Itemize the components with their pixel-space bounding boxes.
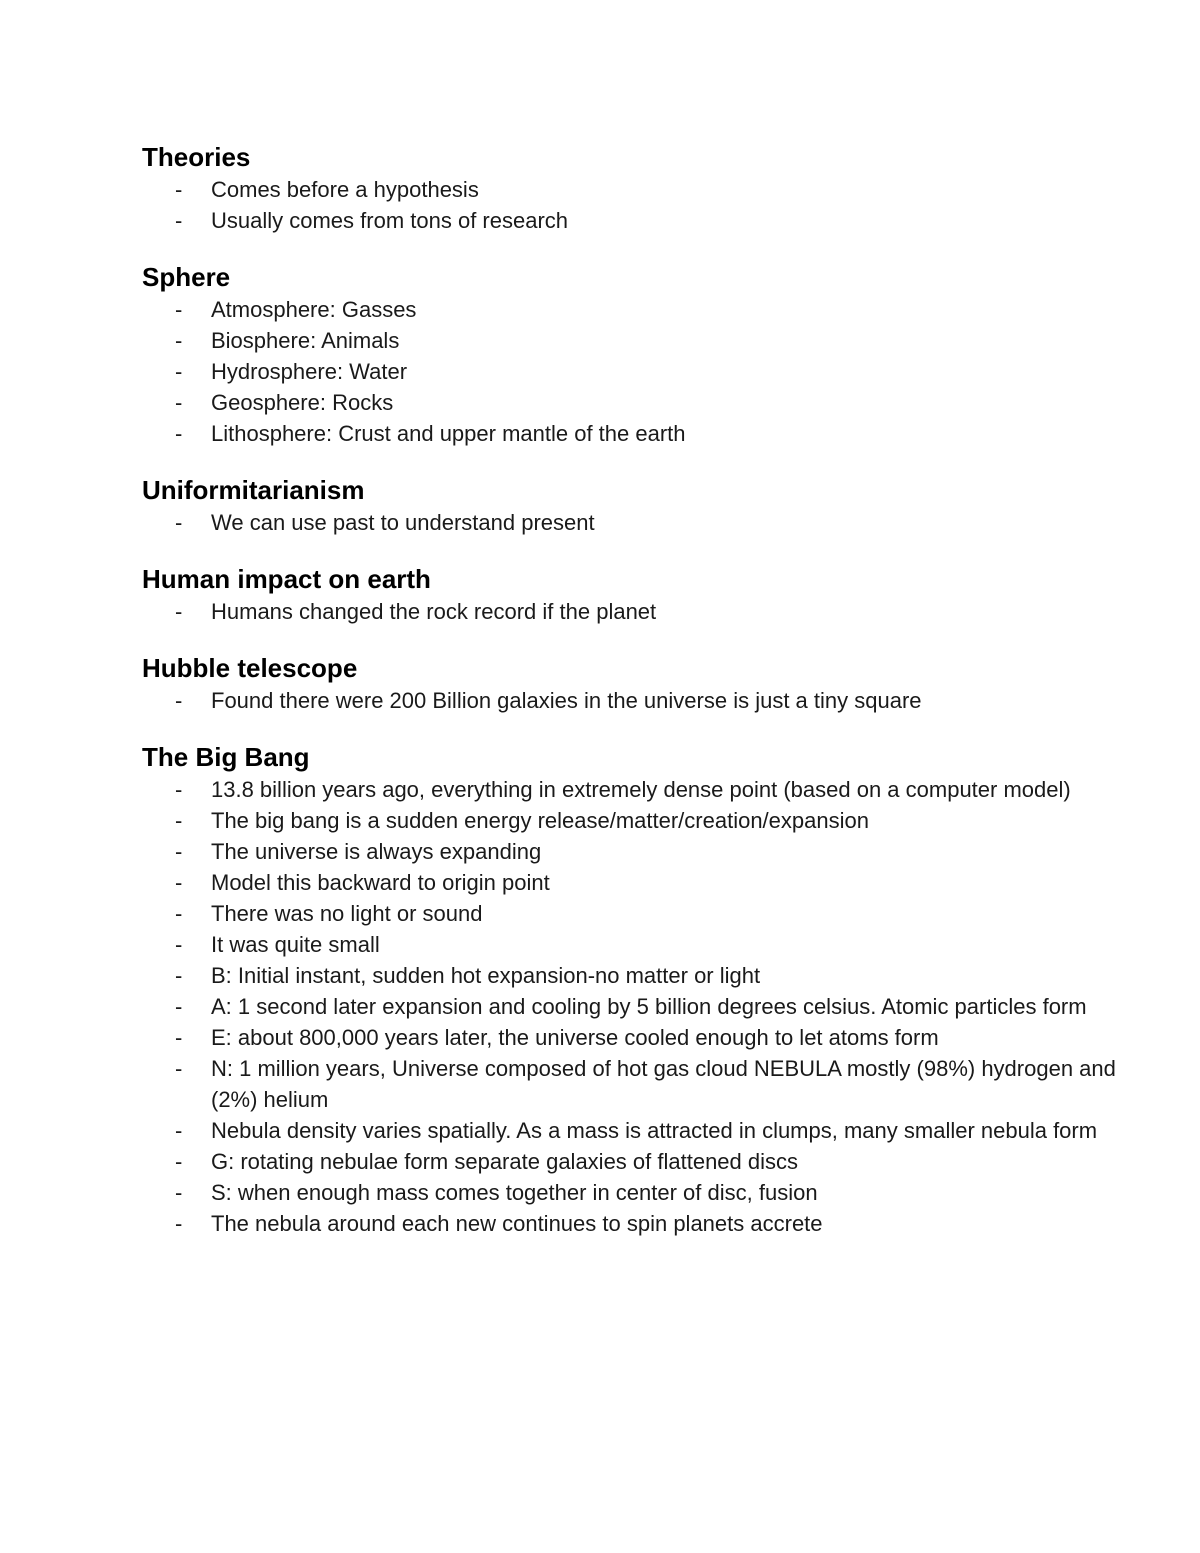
dash-bullet: - bbox=[175, 599, 183, 624]
list-item bbox=[142, 836, 1122, 867]
dash-bullet: - bbox=[175, 208, 183, 233]
bullet-list bbox=[142, 596, 1122, 627]
list-item bbox=[142, 867, 1122, 898]
list-item bbox=[142, 991, 1122, 1022]
list-item-text: B: Initial instant, sudden hot expansion-no matter or light bbox=[211, 963, 761, 988]
dash-bullet: - bbox=[175, 839, 183, 864]
bullet-list bbox=[142, 685, 1122, 716]
list-item-text: 13.8 billion years ago, everything in extremely dense point (based on a computer model) bbox=[211, 777, 1071, 802]
section-big-bang bbox=[142, 740, 1122, 1239]
section-heading: The Big Bang bbox=[142, 742, 310, 772]
list-item-text: Biosphere: Animals bbox=[211, 328, 400, 353]
document-page bbox=[142, 140, 1122, 1239]
dash-bullet: - bbox=[175, 1025, 183, 1050]
list-item bbox=[142, 929, 1122, 960]
list-item-text: Lithosphere: Crust and upper mantle of the earth bbox=[211, 421, 686, 446]
list-item bbox=[142, 960, 1122, 991]
bullet-list bbox=[142, 294, 1122, 449]
dash-bullet: - bbox=[175, 510, 183, 535]
list-item-text: Model this backward to origin point bbox=[211, 870, 550, 895]
list-item bbox=[142, 1115, 1122, 1146]
list-item-text: S: when enough mass comes together in center of disc, fusion bbox=[211, 1180, 818, 1205]
dash-bullet: - bbox=[175, 421, 183, 446]
dash-bullet: - bbox=[175, 328, 183, 353]
section-heading: Theories bbox=[142, 142, 251, 172]
list-item bbox=[142, 1022, 1122, 1053]
bullet-list bbox=[142, 174, 1122, 236]
dash-bullet: - bbox=[175, 1211, 183, 1236]
dash-bullet: - bbox=[175, 1149, 183, 1174]
section-heading: Human impact on earth bbox=[142, 564, 431, 594]
dash-bullet: - bbox=[175, 808, 183, 833]
list-item-text: It was quite small bbox=[211, 932, 380, 957]
list-item bbox=[142, 418, 1122, 449]
list-item bbox=[142, 805, 1122, 836]
list-item bbox=[142, 898, 1122, 929]
list-item-text: Usually comes from tons of research bbox=[211, 208, 569, 233]
list-item-text: E: about 800,000 years later, the universe cooled enough to let atoms form bbox=[211, 1025, 939, 1050]
dash-bullet: - bbox=[175, 901, 183, 926]
list-item-text: The nebula around each new continues to spin planets accrete bbox=[211, 1211, 823, 1236]
list-item bbox=[142, 205, 1122, 236]
dash-bullet: - bbox=[175, 177, 183, 202]
list-item bbox=[142, 387, 1122, 418]
list-item bbox=[142, 294, 1122, 325]
list-item bbox=[142, 774, 1122, 805]
list-item-text: Hydrosphere: Water bbox=[211, 359, 408, 384]
dash-bullet: - bbox=[175, 1056, 183, 1081]
dash-bullet: - bbox=[175, 963, 183, 988]
dash-bullet: - bbox=[175, 870, 183, 895]
list-item-text: The big bang is a sudden energy release/matter/creation/expansion bbox=[211, 808, 869, 833]
list-item bbox=[142, 325, 1122, 356]
list-item-text: We can use past to understand present bbox=[211, 510, 595, 535]
list-item-text: There was no light or sound bbox=[211, 901, 483, 926]
list-item-text: N: 1 million years, Universe composed of hot gas cloud NEBULA mostly (98%) hydrogen and (2%) helium bbox=[211, 1056, 1116, 1112]
list-item-text: G: rotating nebulae form separate galaxies of flattened discs bbox=[211, 1149, 799, 1174]
list-item bbox=[142, 1146, 1122, 1177]
list-item bbox=[142, 1177, 1122, 1208]
dash-bullet: - bbox=[175, 390, 183, 415]
bullet-list bbox=[142, 507, 1122, 538]
section-theories bbox=[142, 140, 1122, 236]
section-sphere bbox=[142, 260, 1122, 449]
section-heading: Sphere bbox=[142, 262, 231, 292]
list-item-text: Nebula density varies spatially. As a mass is attracted in clumps, many smaller nebula form bbox=[211, 1118, 1098, 1143]
bullet-list bbox=[142, 774, 1122, 1239]
dash-bullet: - bbox=[175, 777, 183, 802]
dash-bullet: - bbox=[175, 297, 183, 322]
dash-bullet: - bbox=[175, 1180, 183, 1205]
list-item bbox=[142, 685, 1122, 716]
list-item bbox=[142, 1208, 1122, 1239]
section-heading: Hubble telescope bbox=[142, 653, 358, 683]
list-item bbox=[142, 356, 1122, 387]
list-item-text: A: 1 second later expansion and cooling by 5 billion degrees celsius. Atomic particles form bbox=[211, 994, 1087, 1019]
section-heading: Uniformitarianism bbox=[142, 475, 365, 505]
list-item bbox=[142, 174, 1122, 205]
list-item-text: The universe is always expanding bbox=[211, 839, 542, 864]
dash-bullet: - bbox=[175, 1118, 183, 1143]
dash-bullet: - bbox=[175, 994, 183, 1019]
list-item bbox=[142, 1053, 1122, 1115]
list-item-text: Humans changed the rock record if the planet bbox=[211, 599, 657, 624]
section-hubble-telescope bbox=[142, 651, 1122, 716]
list-item bbox=[142, 596, 1122, 627]
list-item-text: Comes before a hypothesis bbox=[211, 177, 479, 202]
list-item-text: Geosphere: Rocks bbox=[211, 390, 394, 415]
list-item-text: Atmosphere: Gasses bbox=[211, 297, 417, 322]
section-human-impact bbox=[142, 562, 1122, 627]
dash-bullet: - bbox=[175, 688, 183, 713]
dash-bullet: - bbox=[175, 359, 183, 384]
list-item bbox=[142, 507, 1122, 538]
dash-bullet: - bbox=[175, 932, 183, 957]
section-uniformitarianism bbox=[142, 473, 1122, 538]
list-item-text: Found there were 200 Billion galaxies in the universe is just a tiny square bbox=[211, 688, 922, 713]
